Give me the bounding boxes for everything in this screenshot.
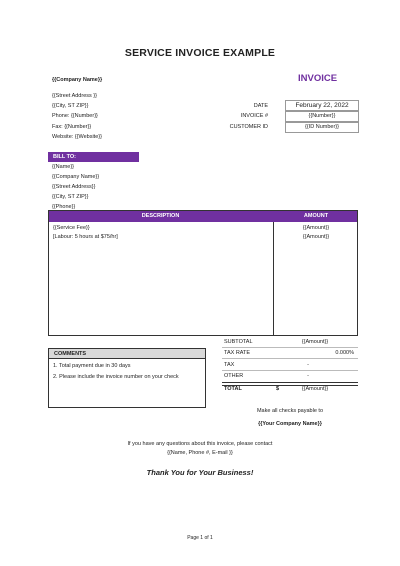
company-fax: Fax: {{Number}}: [52, 124, 92, 130]
payable-company: {{Your Company Name}}: [258, 421, 322, 427]
comment-line-2[interactable]: 2. Please include the invoice number on your check: [53, 374, 179, 380]
payable-to-text: Make all checks payable to: [256, 408, 324, 414]
document-title: SERVICE INVOICE EXAMPLE: [124, 47, 276, 59]
bill-to-phone: {{Phone}}: [52, 204, 76, 210]
comments-box: [48, 348, 206, 408]
total-currency: $: [276, 386, 280, 392]
thank-you-text: Thank You for Your Business!: [146, 468, 254, 477]
page-number: Page 1 of 1: [187, 535, 213, 541]
company-city: {{City, ST ZIP}}: [52, 103, 89, 109]
bill-to-city: {{City, ST ZIP}}: [52, 194, 89, 200]
customer-id-field[interactable]: {{ID Number}}: [285, 122, 359, 133]
comment-line-1[interactable]: 1. Total payment due in 30 days: [53, 363, 131, 369]
bill-to-street: {{Street Address}}: [52, 184, 96, 190]
tax-rate-label: TAX RATE: [224, 350, 251, 356]
invoice-heading: INVOICE: [298, 73, 338, 84]
bill-to-label: BILL TO:: [53, 153, 77, 160]
other-value[interactable]: -: [307, 373, 309, 379]
bill-to-header: [48, 152, 139, 162]
total-label: TOTAL: [224, 386, 242, 392]
bill-to-company: {{Company Name}}: [52, 174, 100, 180]
invoice-number-field[interactable]: {{Number}}: [285, 111, 359, 122]
company-website: Website: {{Website}}: [52, 134, 102, 140]
comments-label: COMMENTS: [54, 350, 87, 357]
summary-divider: [222, 347, 358, 348]
company-street: {{Street Address }}: [52, 93, 97, 99]
other-label: OTHER: [224, 373, 244, 379]
invoice-number-label: INVOICE #: [240, 113, 268, 119]
item-description-1[interactable]: {{Service Fee}}: [53, 225, 90, 231]
date-label: DATE: [253, 103, 268, 109]
items-table: [48, 210, 358, 336]
description-column-header: DESCRIPTION: [141, 213, 180, 219]
tax-rate-value[interactable]: 0.000%: [335, 350, 354, 356]
summary-divider: [222, 370, 358, 371]
contact-text: {{Name, Phone #, E-mail }}: [167, 450, 233, 456]
tax-label: TAX: [224, 362, 235, 368]
bill-to-name: {{Name}}: [52, 164, 75, 170]
amount-column-header: AMOUNT: [303, 213, 329, 219]
item-amount-1[interactable]: {{Amount}}: [302, 225, 330, 231]
date-field[interactable]: February 22, 2022: [285, 100, 359, 111]
items-header: [49, 211, 357, 222]
subtotal-label: SUBTOTAL: [224, 339, 253, 345]
item-description-2[interactable]: [Labour: 5 hours at $75/hr]: [53, 234, 118, 240]
total-value: {{Amount}}: [301, 386, 329, 392]
company-name: {{Company Name}}: [52, 77, 103, 83]
summary-divider: [222, 358, 358, 359]
questions-text: If you have any questions about this invoice, please contact: [127, 441, 273, 447]
item-amount-2[interactable]: {{Amount}}: [302, 234, 330, 240]
company-phone: Phone: {{Number}}: [52, 113, 98, 119]
total-double-rule: [222, 382, 358, 386]
customer-id-label: CUSTOMER ID: [229, 124, 268, 130]
tax-value: -: [307, 362, 309, 368]
comments-header: [49, 349, 205, 359]
subtotal-value: {{Amount}}: [301, 339, 329, 345]
